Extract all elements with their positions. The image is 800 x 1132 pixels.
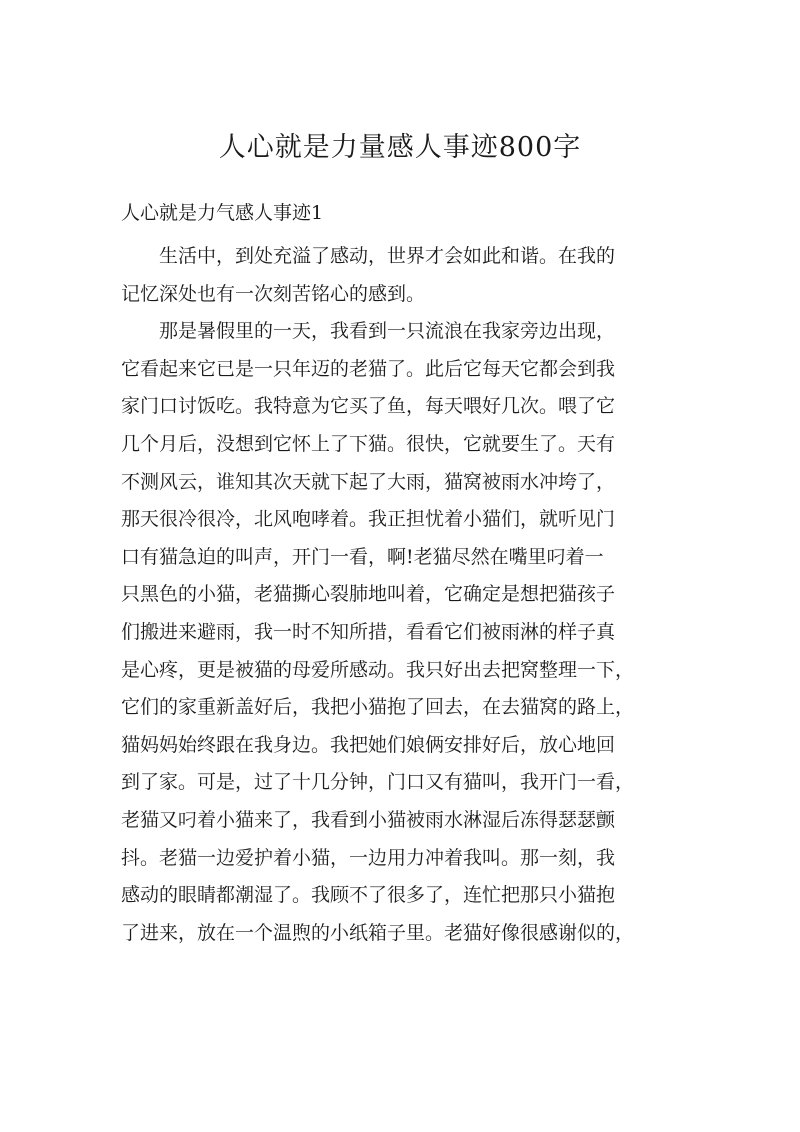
paragraph-2: 那是暑假里的一天，我看到一只流浪在我家旁边出现， 它看起来它已是一只年迈的老猫了。此后它每天它都会到我 家门口讨饭吃。我特意为它买了鱼，每天喂好几次。喂了它 几个月后，没想到它怀上了下猫。很快，它就要生了。天有 不测风云，谁知其次天就下起了大雨，猫窝被雨水冲垮了， 那天很冷很冷，北风咆哮着。我正担忧着小猫们，就听见门 口有猫急迫的叫声，开门一看，啊!老猫尽然在嘴里叼着一 只黑色的小猫，老猫撕心裂肺地叫着，它确定是想把猫孩子 们搬进来避雨，我一时不知所措，看看它们被雨淋的样子真 是心疼，更是被猫的母爱所感动。我只好出去把窝整理一下， 它们的家重新盖好后，我把小猫抱了回去，在去猫窝的路上， 猫妈妈始终跟在我身边。我把她们娘俩安排好后，放心地回 到了家。可是，过了十几分钟，门口又有猫叫，我开门一看， 老猫又叼着小猫来了，我看到小猫被雨水淋湿后冻得瑟瑟颤 抖。老猫一边爱护着小猫，一边用力冲着我叫。那一刻，我 感动的眼睛都潮湿了。我顾不了很多了，连忙把那只小猫抱 了进来，放在一个温煦的小纸箱子里。老猫好像很感谢似的， (121, 320, 635, 944)
section-heading: 人心就是力气感人事迹1 (121, 202, 324, 224)
body-text (121, 238, 681, 952)
paragraph-1: 生活中，到处充溢了感动，世界才会如此和谐。在我的 记忆深处也有一次刻苦铭心的感到。 (121, 245, 616, 305)
page-title: 人心就是力量感人事迹800字 (218, 132, 582, 163)
